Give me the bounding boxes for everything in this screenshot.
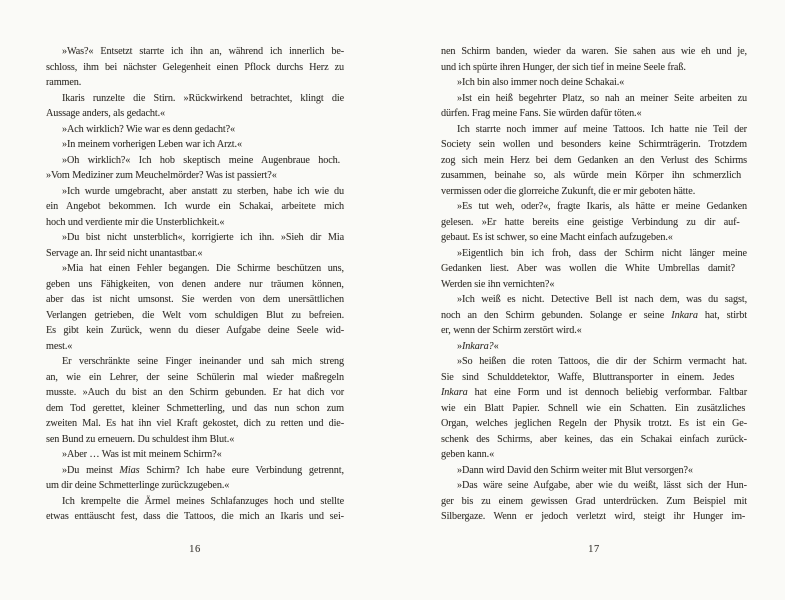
text-line: »Dann wird David den Schirm weiter mit Blut versorgen?« — [457, 464, 693, 476]
text-line: Werden sie ihn vernichten?« — [441, 278, 555, 290]
text-line: »Ich weiß es nicht. Detective Bell ist nach dem, was du sagst, — [457, 294, 748, 305]
page-number-left: 16 — [189, 544, 201, 555]
text-line: Organ, welches jeglichen Regeln der Physik trotzt. Es ist ein Ge- — [441, 418, 748, 429]
text-line: Ich krempelte die Ärmel meines Schlafanzuges hoch und stellte — [62, 495, 344, 507]
text-line: Er verschränkte seine Finger ineinander und sah mich streng — [62, 356, 344, 367]
text-line: Ich starrte noch immer auf meine Tattoos. Ich hatte nie Teil der — [457, 123, 747, 135]
text-line: und ich spürte ihren Hunger, der sich tief in meine Seele fraß. — [441, 61, 686, 73]
text-line: »Ist ein heiß begehrter Platz, so nah an meiner Seite arbeiten zu — [457, 92, 748, 104]
page-right-text — [441, 44, 747, 525]
text-line: »Es tut weh, oder?«, fragte Ikaris, als hätte er meine Gedanken — [457, 201, 748, 212]
text-line: »Oh wirklich?« Ich hob skeptisch meine Augenbraue hoch. — [62, 154, 341, 166]
text-line: um dir deine Schmetterlinge zurückzugeben.« — [46, 480, 230, 491]
text-line: an, wie ein Lehrer, der seine Schülerin mal wieder maßregeln — [46, 371, 344, 383]
text-line: zog sich mein Herz bei dem Gedanken an den Verlust des Schirms — [441, 154, 748, 166]
text-line: ein Angebot bekommen. Ich wurde ein Schakai, arbeitete mich — [46, 201, 344, 212]
text-line: gelesen. »Er hatte bereits eine geistige Verbindung zu dir auf- — [441, 216, 740, 228]
text-line: er, wenn der Schirm zerstört wird.« — [441, 325, 582, 336]
text-line: schenk des Schirms, aber keines, das ein Schakai einfach zurück- — [441, 433, 747, 445]
text-line: noch an den Schirm gebunden. Solange er seine Inkara hat, stirbt — [441, 309, 747, 321]
text-line: dem Tod gerettet, kleiner Schmetterling, und das nun schon zum — [46, 402, 344, 414]
text-line: ger bis zu einem gewissen Grad unterdrücken. Zum Beispiel mit — [441, 495, 748, 507]
text-line: Ikaris runzelte die Stirn. »Rückwirkend betrachtet, klingt die — [62, 92, 345, 104]
text-line: mest.« — [46, 340, 73, 352]
text-line: »Du meinst Mias Schirm? Ich habe eure Verbindung getrennt, — [62, 464, 344, 476]
text-line: »In meinem vorherigen Leben war ich Arzt.« — [62, 139, 242, 150]
text-line: gebaut. Es ist schwer, so eine Macht einfach aufzugeben.« — [441, 232, 673, 243]
text-line: »Ach wirklich? Wie war es denn gedacht?« — [62, 123, 236, 135]
text-line: hoch und verdiente mir die Unsterblichkeit.« — [46, 216, 225, 228]
text-line: geben kann.« — [441, 449, 495, 460]
text-line: »Mia hat einen Fehler begangen. Die Schirme beschützen uns, — [62, 263, 344, 274]
text-line: schloss, ihm bei nächster Gelegenheit einen Pflock durchs Herz zu — [46, 61, 345, 73]
page-number-right: 17 — [588, 544, 600, 555]
text-line: wie ein Blatt Papier. Schnell wie ein Schatten. Ein zusätzliches — [441, 402, 746, 414]
text-line: »Inkara?« — [457, 340, 499, 352]
text-line: Society sein wollen und besonders keine Schirmträgerin. Trotzdem — [441, 139, 747, 150]
text-line: vermissen oder die glorreiche Zukunft, die er mir geboten hätte. — [441, 185, 696, 197]
text-line: Gedanken liest. Aber was wollen die White Umbrellas damit? — [441, 263, 736, 274]
text-line: dürfen. Frag meine Fans. Sie würden dafür töten.« — [441, 108, 642, 119]
text-line: etwas enttäuscht fest, dass die Tattoos, die mich an Ikaris und sei- — [46, 511, 344, 522]
page-left-text — [46, 44, 344, 525]
text-line: Servage an. Ihr seid nicht unantastbar.« — [46, 247, 203, 259]
text-line: »Ich wurde umgebracht, aber anstatt zu sterben, habe ich wie du — [62, 185, 344, 197]
text-line: »Das wäre seine Aufgabe, aber wie du weißt, lässt sich der Hun- — [457, 480, 747, 491]
text-line: »Du bist nicht unsterblich«, korrigierte ich ihn. »Sieh dir Mia — [62, 232, 344, 243]
text-line: geben uns Fähigkeiten, von denen andere nur träumen können, — [46, 278, 344, 290]
text-line: »Was?« Entsetzt starrte ich ihn an, während ich innerlich be- — [62, 46, 345, 57]
text-line: zusammen, beinahe so, als würde mein Körper ihn schmerzlich — [441, 170, 742, 181]
text-line: aber das ist nicht umsonst. Sie werden von dem unersättlichen — [46, 294, 344, 305]
text-line: Aussage anders, als gedacht.« — [46, 108, 166, 119]
text-line: »Aber … Was ist mit meinem Schirm?« — [62, 449, 222, 460]
text-line: zweiten Mal. Es hat ihn viel Kraft gekostet, dich zu retten und die- — [46, 418, 345, 429]
text-line: Inkara hat eine Form und ist dennoch beliebig verformbar. Faltbar — [441, 387, 747, 398]
text-line: nen Schirm banden, wieder da waren. Sie sahen aus wie eh und je, — [441, 46, 747, 57]
text-line: musste. »Auch du bist an den Schirm gebunden. Er hat dich vor — [46, 387, 345, 398]
text-line: Silbergaze. Wenn er jedoch verletzt wird, steigt ihr Hunger im- — [441, 511, 746, 522]
text-line: Verlangen getrieben, die Welt vom schuldigen Blut zu befreien. — [46, 309, 345, 321]
text-line: rammen. — [46, 77, 82, 88]
text-line: Sie sind Schulddetektor, Waffe, Bluttransporter in einem. Jedes — [441, 371, 735, 383]
text-line: »Ich bin also immer noch deine Schakai.« — [457, 77, 625, 88]
text-line: »Vom Mediziner zum Meuchelmörder? Was ist passiert?« — [46, 170, 277, 181]
text-line: »So heißen die roten Tattoos, die dir der Schirm vermacht hat. — [457, 356, 747, 367]
text-line: »Eigentlich bin ich froh, dass der Schirm nicht länger meine — [457, 247, 747, 259]
text-line: sen Bund zu erneuern. Du schuldest ihm Blut.« — [46, 433, 235, 445]
text-line: Es gibt kein Zurück, wenn du dieser Aufgabe deine Seele wid- — [46, 325, 344, 336]
